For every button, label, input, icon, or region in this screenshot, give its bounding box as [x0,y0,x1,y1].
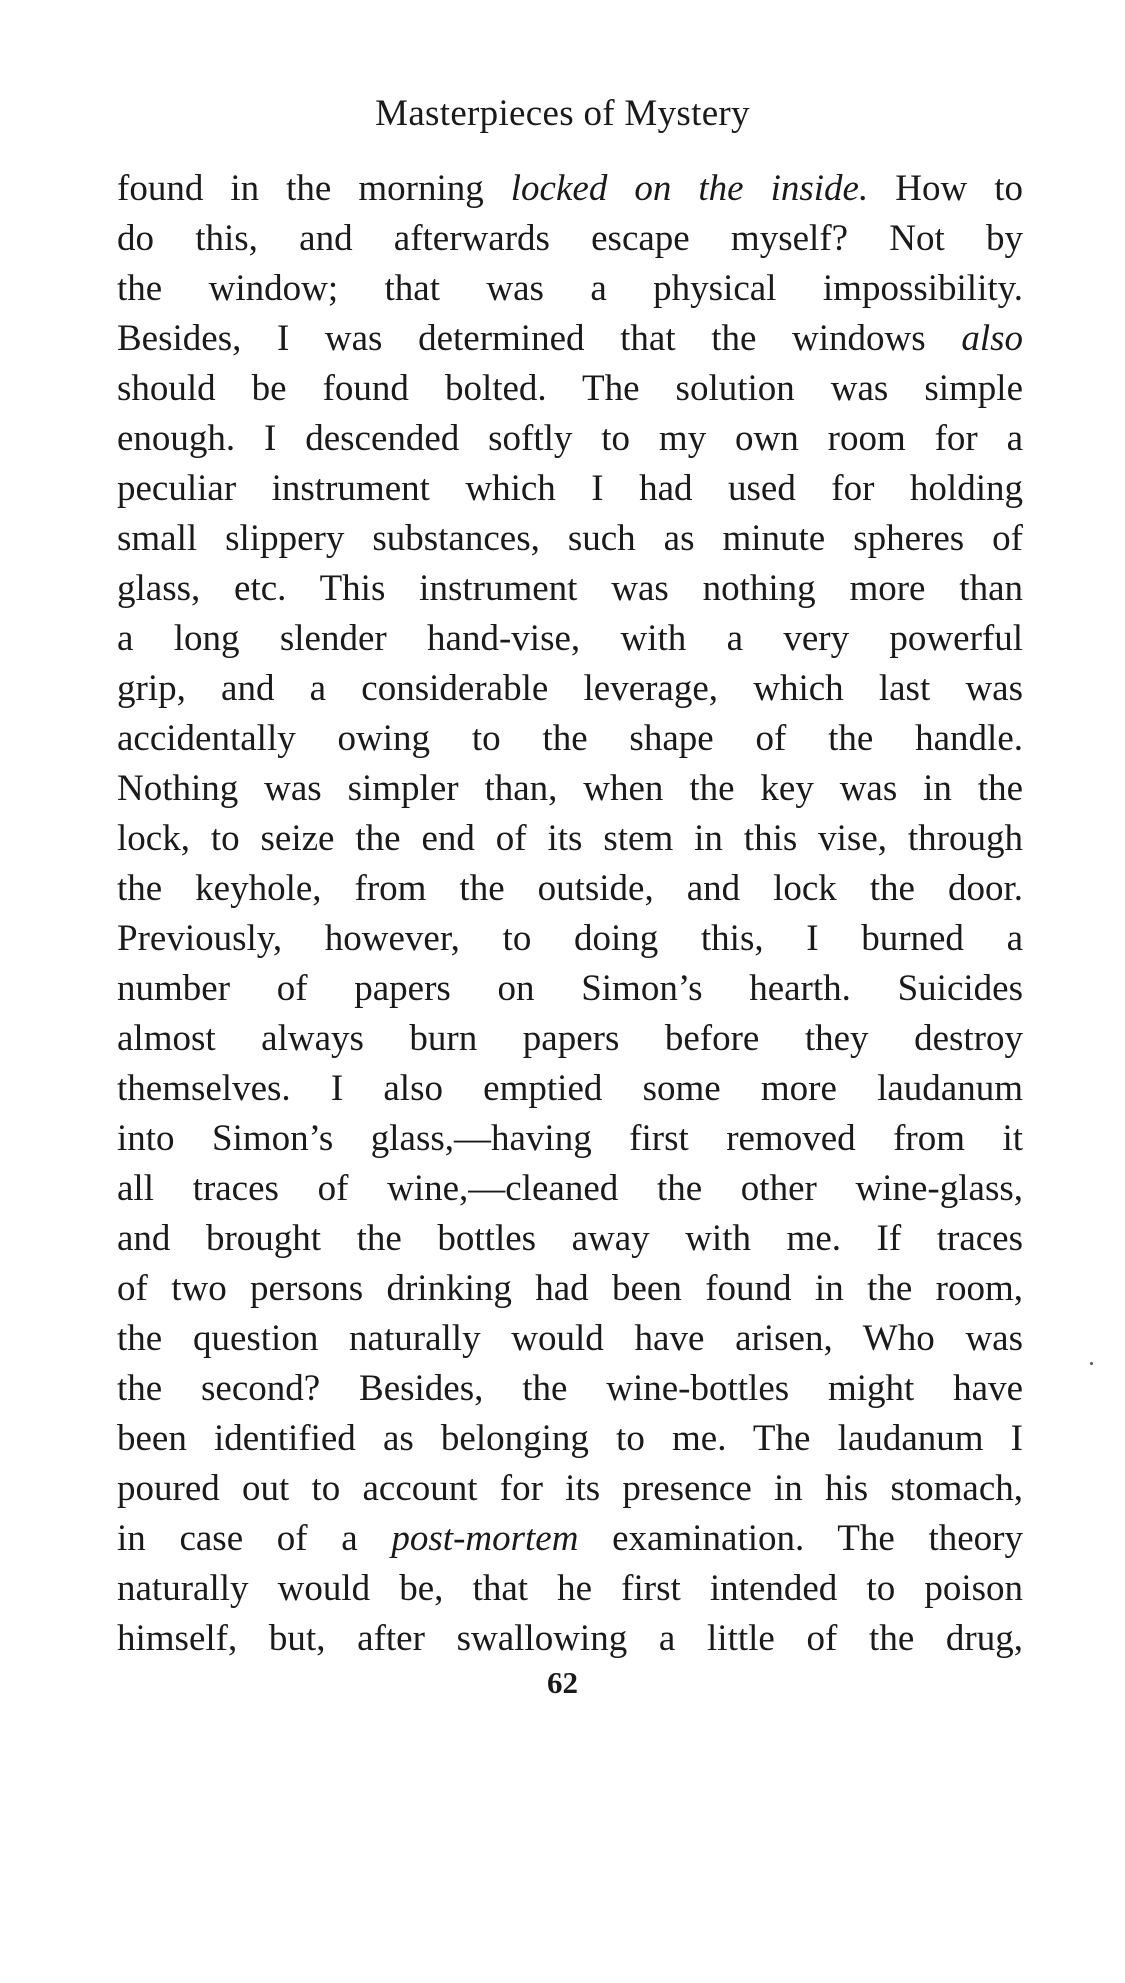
body-text [117,164,1023,1664]
text-line [117,1214,1023,1264]
text-line [117,1314,1023,1364]
text-line [117,1514,1023,1564]
text-line [117,914,1023,964]
text-line [117,1264,1023,1314]
text-run: examination. The theory [578,1518,1023,1559]
text-run: of two persons drinking had been found in the room, [117,1268,1023,1309]
text-line [117,964,1023,1014]
text-line [117,714,1023,764]
text-run: enough. I descended softly to my own room for a [117,418,1023,459]
text-run: himself, but, after swallowing a little of the drug, [117,1618,1023,1659]
text-run: poured out to account for its presence in his stomach, [117,1468,1023,1509]
text-run: all traces of wine,—cleaned the other wine-glass, [117,1168,1023,1209]
text-run: the keyhole, from the outside, and lock the door. [117,868,1023,909]
text-line [117,1614,1023,1664]
text-run: Previously, however, to doing this, I burned a [117,918,1023,959]
text-line [117,564,1023,614]
text-run: and brought the bottles away with me. If traces [117,1218,1023,1259]
text-line [117,614,1023,664]
text-run: into Simon’s glass,—having first removed from it [117,1118,1023,1159]
text-line [117,764,1023,814]
text-run: been identified as belonging to me. The laudanum I [117,1418,1023,1459]
text-run: accidentally owing to the shape of the handle. [117,718,1023,759]
paper-speck [1090,1362,1093,1365]
text-line [117,264,1023,314]
text-run: Besides, I was determined that the windows [117,318,962,359]
text-line [117,1064,1023,1114]
text-line [117,464,1023,514]
text-run: naturally would be, that he first intended to poison [117,1568,1023,1609]
italic-phrase: locked on the inside. [510,168,869,209]
text-line [117,364,1023,414]
text-line [117,214,1023,264]
text-line [117,1114,1023,1164]
text-run: lock, to seize the end of its stem in this vise, through [117,818,1023,859]
text-run: peculiar instrument which I had used for holding [117,468,1023,509]
text-line [117,864,1023,914]
text-line [117,1164,1023,1214]
text-line [117,1014,1023,1064]
text-run: glass, etc. This instrument was nothing more than [117,568,1023,609]
text-run: How to [868,168,1023,209]
text-run: a long slender hand-vise, with a very powerful [117,618,1023,659]
text-run: almost always burn papers before they destroy [117,1018,1023,1059]
page-number: 62 [547,1665,578,1700]
text-run: number of papers on Simon’s hearth. Suicides [117,968,1023,1009]
text-run: Nothing was simpler than, when the key was in the [117,768,1023,809]
text-run: small slippery substances, such as minute spheres of [117,518,1023,559]
text-line [117,314,1023,364]
text-line [117,1464,1023,1514]
text-line [117,664,1023,714]
text-line [117,414,1023,464]
running-head: Masterpieces of Mystery [375,93,750,134]
text-line [117,164,1023,214]
text-line [117,1564,1023,1614]
text-run: the question naturally would have arisen, Who was [117,1318,1023,1359]
italic-phrase: also [961,318,1023,359]
text-run: found in the morning [117,168,511,209]
text-run: do this, and afterwards escape myself? Not by [117,218,1023,259]
text-line [117,1364,1023,1414]
text-line [117,514,1023,564]
text-run: in case of a [117,1518,392,1559]
text-run: the second? Besides, the wine-bottles might have [117,1368,1023,1409]
italic-phrase: post-mortem [391,1518,579,1559]
text-run: themselves. I also emptied some more laudanum [117,1068,1023,1109]
text-line [117,814,1023,864]
text-run: grip, and a considerable leverage, which last was [117,668,1023,709]
text-line [117,1414,1023,1464]
text-run: should be found bolted. The solution was simple [117,368,1023,409]
text-run: the window; that was a physical impossibility. [117,268,1023,309]
